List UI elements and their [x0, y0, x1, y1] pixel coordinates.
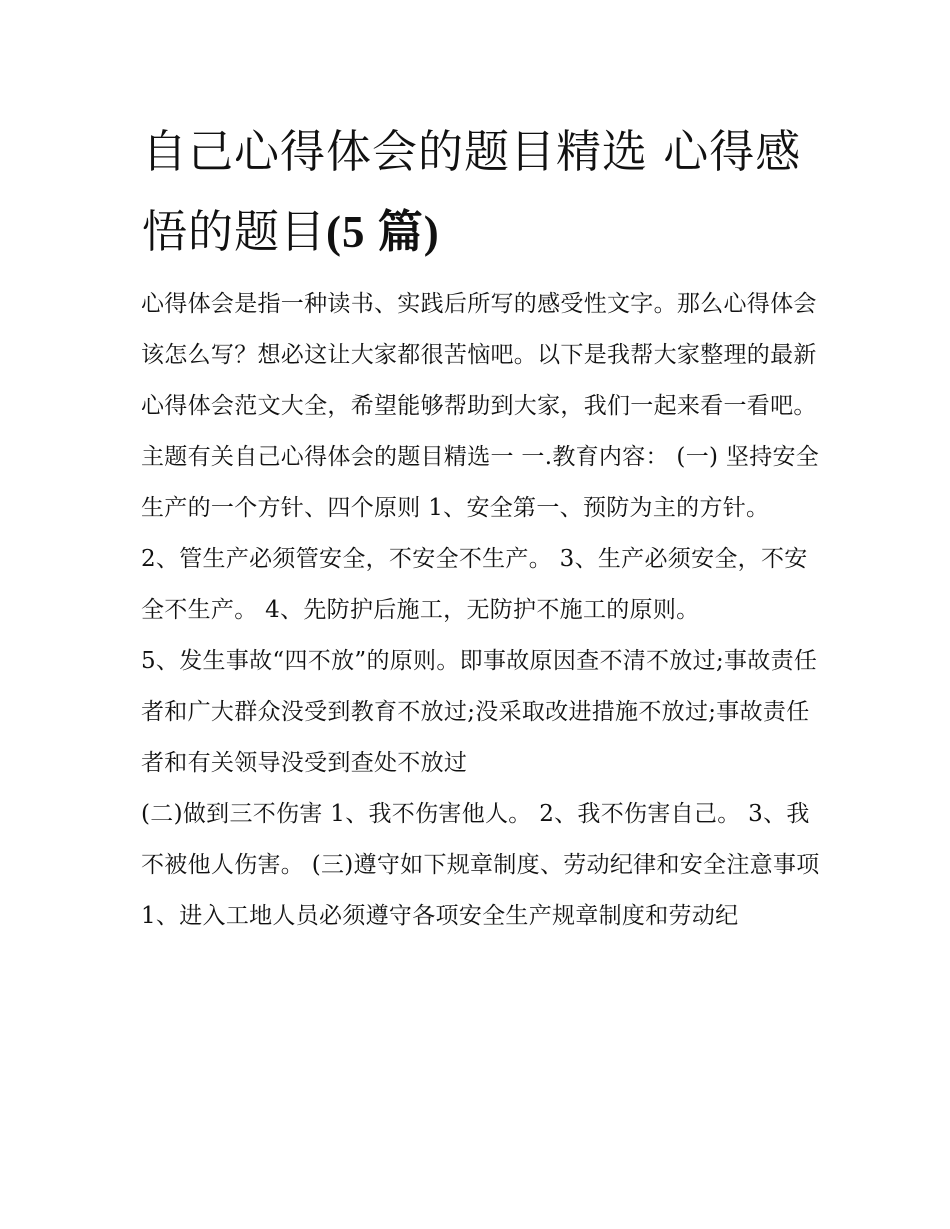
document-title: [142, 112, 822, 272]
title-main-text: 自己心得体会的题目精选 心得感悟的题目: [142, 125, 802, 258]
paragraph-topic: 主题有关自己心得体会的题目精选一 一.教育内容： (一) 坚持安全生产的一个方针、四个原则 1、安全第一、预防为主的方针。: [141, 444, 820, 521]
document-body: [141, 279, 821, 942]
paragraph-principles: 2、管生产必须管安全，不安全不生产。 3、生产必须安全，不安全不生产。 4、先防护后施工，无防护不施工的原则。: [141, 546, 808, 623]
paragraph-three-no-harm: (二)做到三不伤害 1、我不伤害他人。 2、我不伤害自己。 3、我不被他人伤害。 (三)遵守如下规章制度、劳动纪律和安全注意事项: [141, 801, 820, 878]
title-suffix-text: (5 篇): [326, 207, 440, 257]
paragraph-site-rules: 1、进入工地人员必须遵守各项安全生产规章制度和劳动纪: [141, 903, 739, 929]
paragraph-four-not-let-go: 5、发生事故“四不放”的原则。即事故原因查不清不放过;事故责任者和广大群众没受到教育不放过;没采取改进措施不放过;事故责任者和有关领导没受到查处不放过: [141, 648, 818, 776]
paragraph-intro: 心得体会是指一种读书、实践后所写的感受性文字。那么心得体会该怎么写？想必这让大家都很苦恼吧。以下是我帮大家整理的最新心得体会范文大全，希望能够帮助到大家，我们一起来看一看吧。: [141, 291, 817, 419]
